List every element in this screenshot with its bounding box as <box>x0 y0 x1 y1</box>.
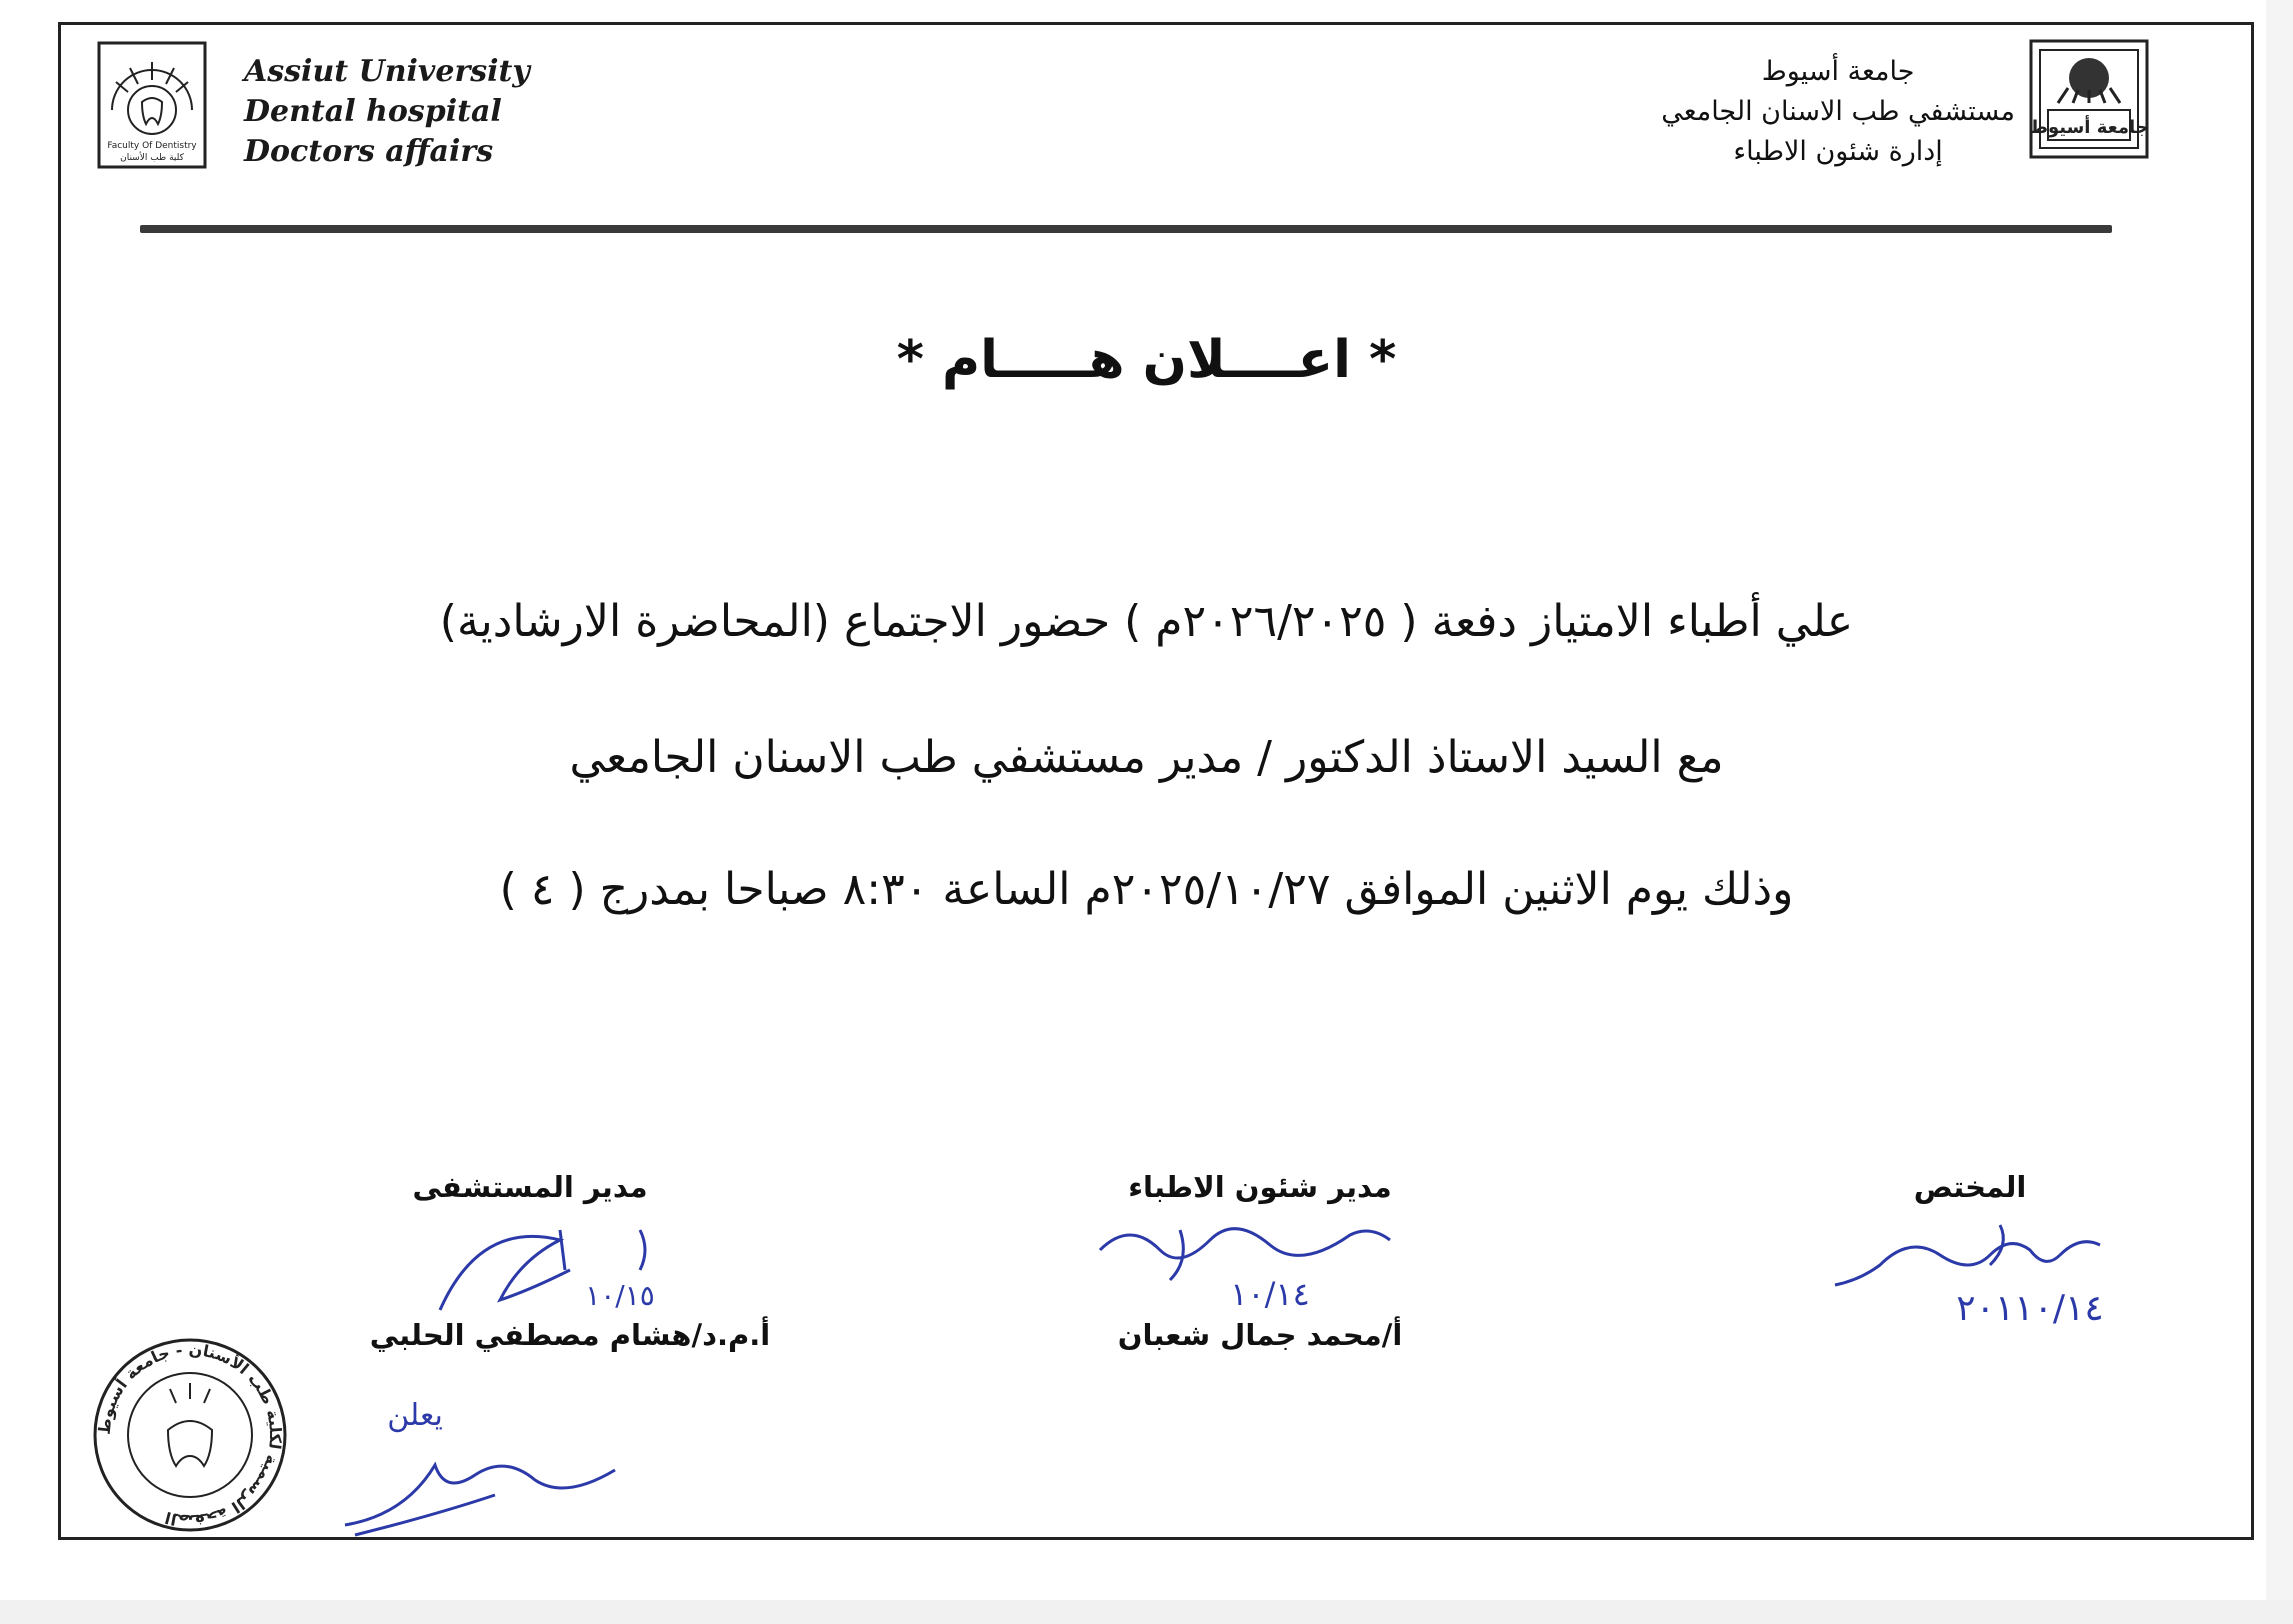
handwritten-date: ١٠/١٥ <box>585 1279 655 1312</box>
signature-hospital-director <box>380 1170 680 1204</box>
header-department-ar: إدارة شئون الاطباء <box>1733 136 1943 167</box>
signature-specialist <box>1840 1170 2100 1204</box>
handwritten-signature <box>380 1210 710 1330</box>
header-university-ar: جامعة أسيوط <box>1761 56 1915 87</box>
signatory-name: أ.م.د/هشام مصطفي الحلبي <box>369 1318 771 1352</box>
handwritten-signature <box>1080 1210 1410 1320</box>
handwritten-note-text: يعلن <box>387 1398 443 1433</box>
scan-edge <box>0 1600 2293 1624</box>
notice-line-2: مع السيد الاستاذ الدكتور / مدير مستشفي طب الاسنان الجامعي <box>569 732 1724 783</box>
faculty-logo <box>96 40 208 170</box>
handwritten-date: ١٠/١٤ <box>1230 1275 1310 1313</box>
scan-edge <box>2266 0 2293 1624</box>
signature-title: المختص <box>1913 1170 2027 1204</box>
signatory-name: أ/محمد جمال شعبان <box>1117 1318 1403 1352</box>
university-logo <box>2028 38 2150 160</box>
arabic-header <box>1661 52 2015 172</box>
svg-text:Faculty Of Dentistry: Faculty Of Dentistry <box>107 141 197 151</box>
header-university: Assiut University <box>244 54 530 89</box>
signature-name-block <box>1090 1318 1430 1352</box>
signature-name-block <box>360 1318 780 1352</box>
header-hospital: Dental hospital <box>244 94 502 129</box>
header-divider <box>140 225 2112 233</box>
signature-title: مدير المستشفى <box>412 1170 648 1204</box>
stamp-ring-text: الصفحة الرسمية لكلية طب الأسنان - جامعة أسيوط <box>94 1339 286 1531</box>
english-header <box>244 52 530 172</box>
notice-title: * اعــــلان هـــــام * <box>896 330 1397 390</box>
notice-line-1: علي أطباء الامتياز دفعة ( ٢٠٢٦/٢٠٢٥م ) حضور الاجتماع (المحاضرة الارشادية) <box>439 596 1854 647</box>
handwritten-signature <box>1800 1205 2130 1335</box>
handwritten-date: ٢٠١١٠/١٤ <box>1956 1288 2104 1329</box>
signature-title: مدير شئون الاطباء <box>1128 1170 1392 1204</box>
svg-text:جامعة أسيوط: جامعة أسيوط <box>2029 117 2149 138</box>
handwritten-note <box>335 1385 635 1555</box>
header-department: Doctors affairs <box>244 134 494 169</box>
notice-line-3: وذلك يوم الاثنين الموافق ٢٠٢٥/١٠/٢٧م الساعة ٨:٣٠ صباحا بمدرج ( ٤ ) <box>499 864 1794 915</box>
official-stamp <box>90 1335 290 1535</box>
svg-text:كلية طب الأسنان: كلية طب الأسنان <box>120 153 184 163</box>
signature-doctors-affairs <box>1090 1170 1430 1204</box>
header-hospital-ar: مستشفي طب الاسنان الجامعي <box>1661 96 2015 127</box>
